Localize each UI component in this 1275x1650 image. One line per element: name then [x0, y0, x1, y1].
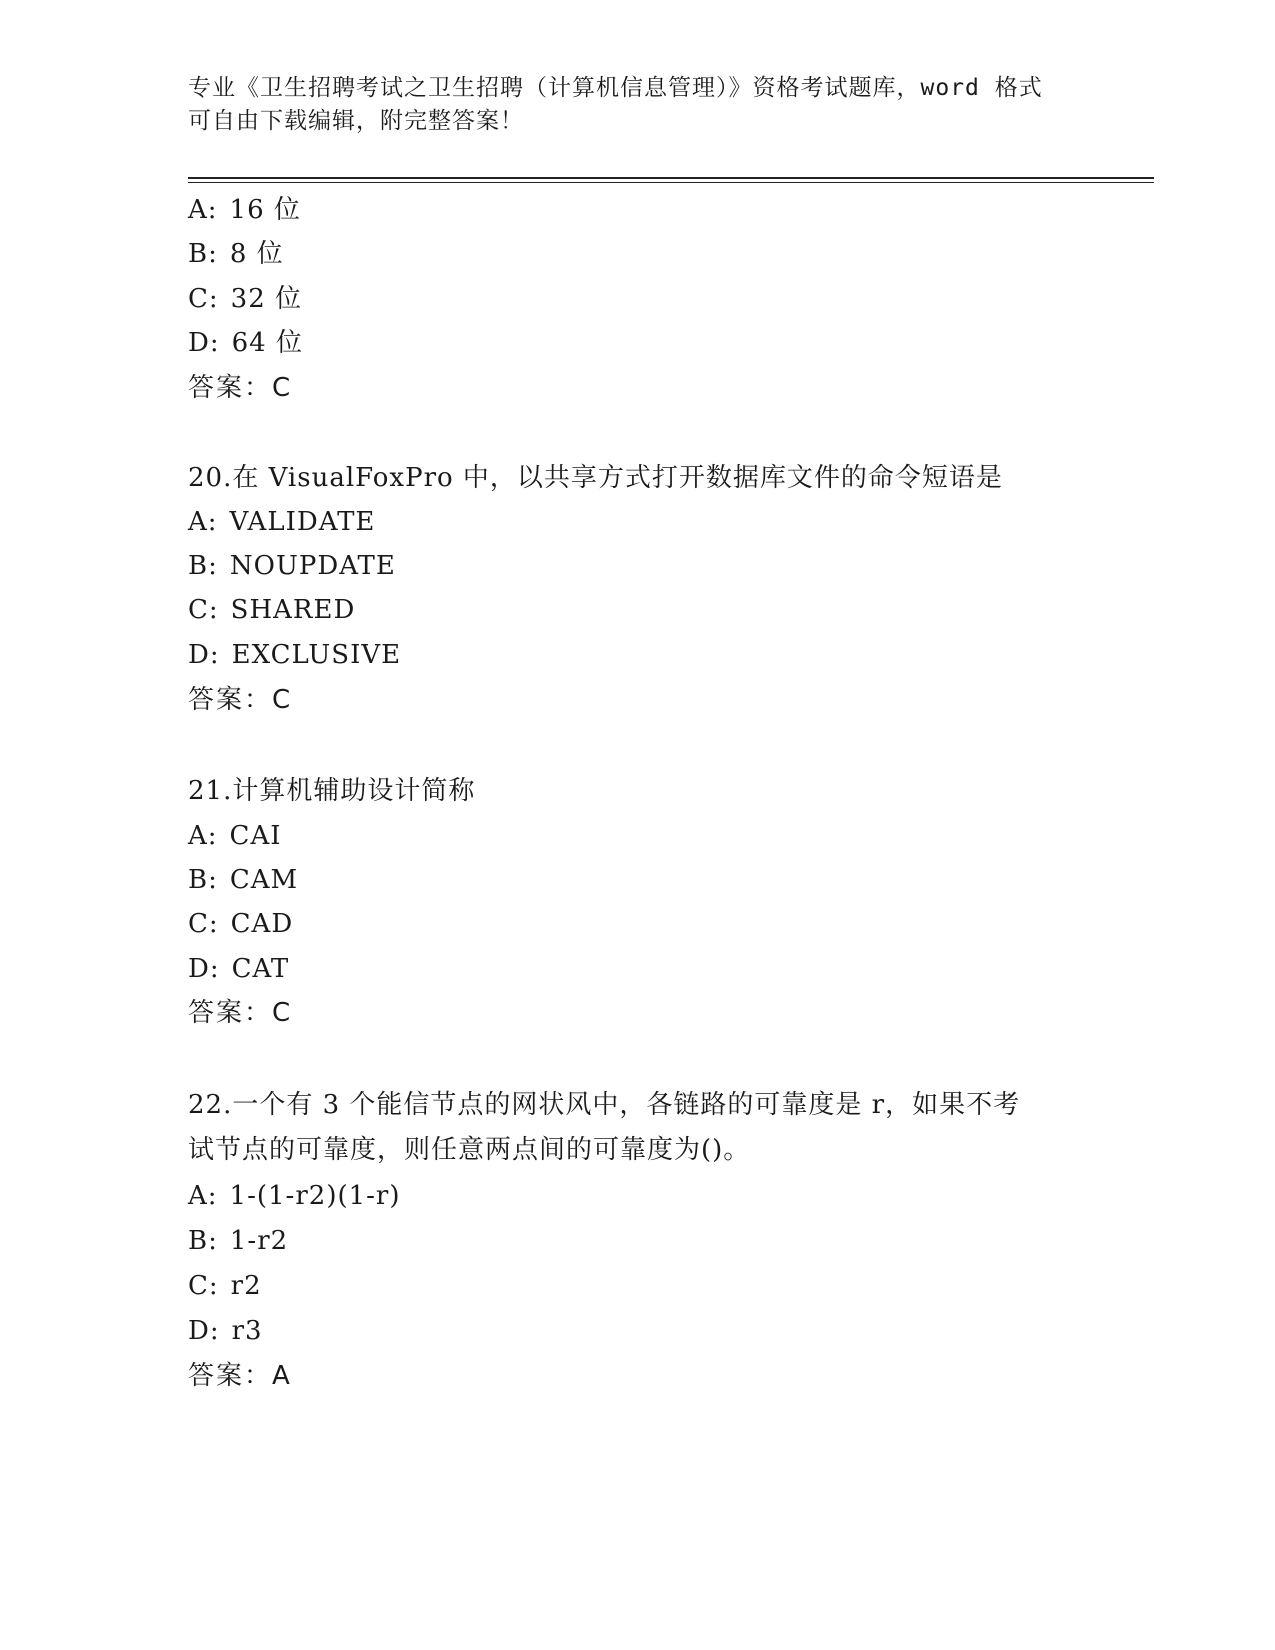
- option-key: A:: [188, 195, 218, 225]
- option-text: CAM: [229, 865, 299, 895]
- q20-question: 20.在 VisualFoxPro 中，以共享方式打开数据库文件的命令短语是: [188, 463, 1003, 493]
- q22-answer: 答案：A: [188, 1361, 292, 1391]
- q19-option-b: [188, 238, 284, 270]
- option-key: B:: [188, 239, 218, 269]
- option-text: SHARED: [230, 595, 356, 625]
- option-key: D:: [188, 328, 220, 358]
- option-key: A:: [188, 821, 218, 851]
- header-line-1: 专业《卫生招聘考试之卫生招聘（计算机信息管理）》资格考试题库，word 格式: [188, 75, 1043, 101]
- q21-option-d: [188, 953, 289, 985]
- q21-option-b: [188, 864, 298, 896]
- option-key: D:: [188, 954, 220, 984]
- option-key: C:: [188, 1271, 219, 1301]
- q21-option-c: [188, 908, 293, 940]
- q19-answer: 答案：C: [188, 373, 293, 403]
- option-key: C:: [188, 595, 219, 625]
- q22-option-b: [188, 1225, 288, 1257]
- q20-answer: 答案：C: [188, 685, 293, 715]
- q22-option-d: [188, 1315, 263, 1347]
- option-text: EXCLUSIVE: [231, 640, 402, 670]
- q20-option-c: [188, 594, 355, 626]
- option-text: 32 位: [230, 284, 303, 314]
- q22-question-line-1: 22.一个有 3 个能信节点的网状风中，各链路的可靠度是 r，如果不考: [188, 1090, 1021, 1120]
- option-key: B:: [188, 865, 218, 895]
- q22-question-line-2: 试节点的可靠度，则任意两点间的可靠度为()。: [188, 1135, 751, 1165]
- q19-option-a: [188, 194, 301, 226]
- q22-option-a: [188, 1180, 401, 1212]
- option-key: D:: [188, 1316, 220, 1346]
- q21-answer: 答案：C: [188, 998, 293, 1028]
- option-text: CAD: [230, 909, 294, 939]
- option-text: 8 位: [229, 239, 284, 269]
- q19-option-d: [188, 327, 303, 359]
- option-text: NOUPDATE: [229, 551, 396, 581]
- header-divider-thick: [188, 177, 1154, 179]
- option-text: r3: [231, 1316, 263, 1346]
- option-text: 1-r2: [229, 1226, 289, 1256]
- option-key: C:: [188, 284, 219, 314]
- q20-option-d: [188, 639, 401, 671]
- header-line-2: 可自由下载编辑，附完整答案！: [188, 108, 524, 134]
- option-text: VALIDATE: [229, 507, 376, 537]
- q20-option-b: [188, 550, 396, 582]
- option-text: CAI: [229, 821, 282, 851]
- q21-option-a: [188, 820, 282, 852]
- option-text: 1-(1-r2)(1-r): [229, 1181, 401, 1211]
- option-key: A:: [188, 1181, 218, 1211]
- option-key: A:: [188, 507, 218, 537]
- header-divider-thin: [188, 182, 1154, 183]
- q19-option-c: [188, 283, 302, 315]
- option-text: r2: [230, 1271, 262, 1301]
- option-key: B:: [188, 551, 218, 581]
- q22-option-c: [188, 1270, 262, 1302]
- option-text: 16 位: [229, 195, 301, 225]
- document-header: [188, 72, 1068, 138]
- option-key: D:: [188, 640, 220, 670]
- option-key: C:: [188, 909, 219, 939]
- q20-option-a: [188, 506, 375, 538]
- option-text: CAT: [231, 954, 290, 984]
- q21-question: 21.计算机辅助设计简称: [188, 776, 476, 806]
- option-key: B:: [188, 1226, 218, 1256]
- option-text: 64 位: [231, 328, 303, 358]
